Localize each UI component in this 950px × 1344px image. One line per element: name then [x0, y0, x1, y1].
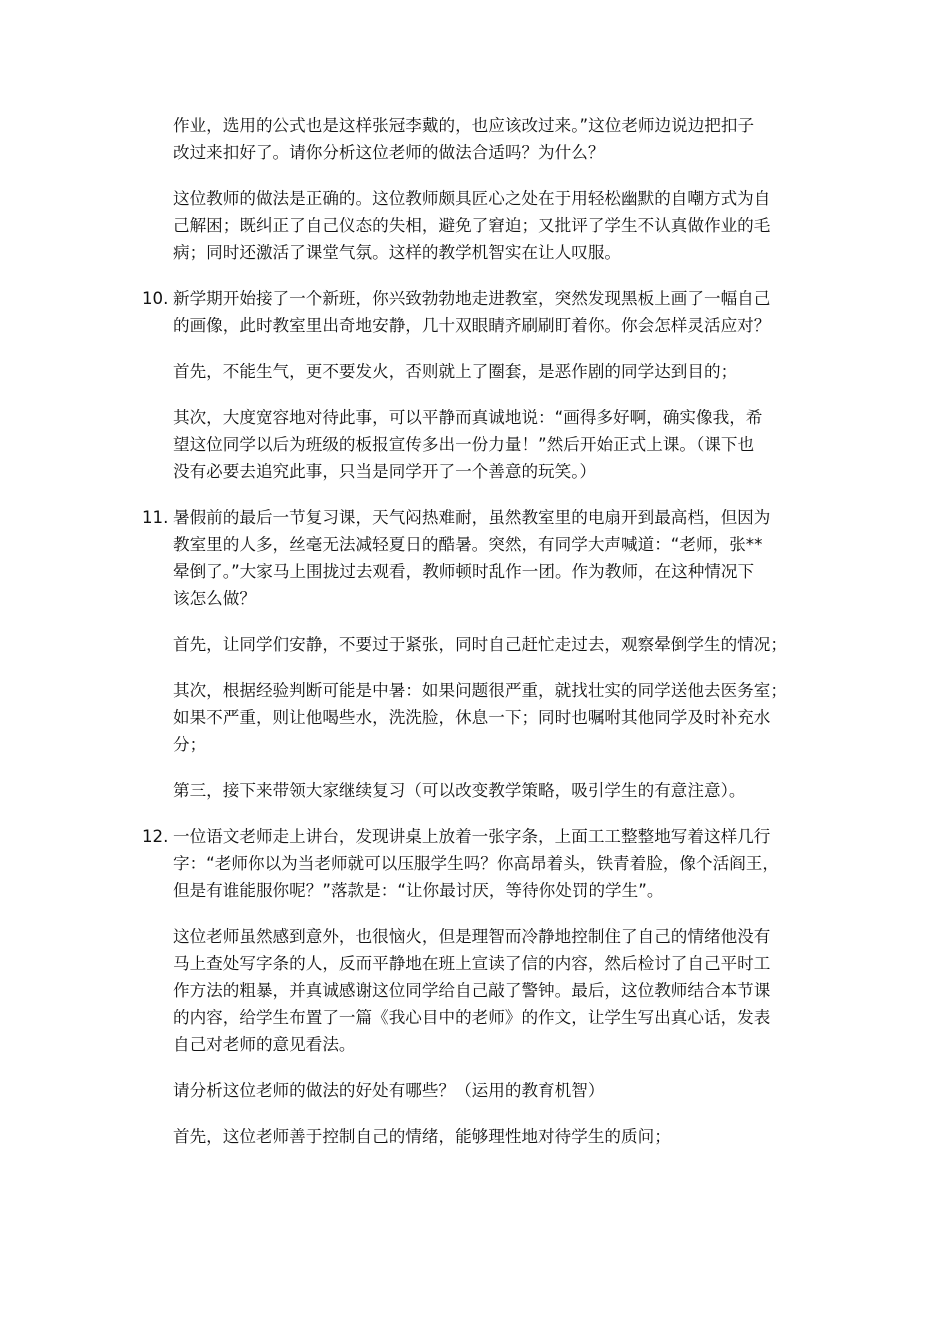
- paragraph-text: 作业，选用的公式也是这样张冠李戴的，也应该改过来。”这位老师边说边把扣子 改过来扣好了。请你分析这位老师的做法合适吗？为什么？: [173, 116, 755, 162]
- paragraph-text: 首先，不能生气，更不要发火，否则就上了圈套，是恶作剧的同学达到目的；: [173, 362, 738, 381]
- answer-paragraph: [173, 404, 823, 485]
- answer-paragraph: [173, 631, 823, 658]
- question-number: 11.: [142, 508, 169, 527]
- paragraph-text: 首先，这位老师善于控制自己的情绪，能够理性地对待学生的质问；: [173, 1127, 671, 1146]
- question-number: 10.: [142, 289, 169, 308]
- question-10: [142, 285, 823, 339]
- question-11: [142, 504, 823, 612]
- answer-paragraph: [173, 185, 823, 266]
- paragraph-text: 请分析这位老师的做法的好处有哪些？（运用的教育机智）: [173, 1081, 605, 1100]
- question-text: 新学期开始接了一个新班，你兴致勃勃地走进教室，突然发现黑板上画了一幅自己 的画像，此时教室里出奇地安静，几十双眼睛齐刷刷盯着你。你会怎样灵活应对？: [173, 289, 771, 335]
- answer-paragraph: [173, 677, 823, 758]
- paragraph-text: 这位教师的做法是正确的。这位教师颇具匠心之处在于用轻松幽默的自嘲方式为自 己解困；既纠正了自己仪态的失相，避免了窘迫；又批评了学生不认真做作业的毛 病；同时还激活了课堂气氛。这样的教学机智实在让人叹服。: [173, 189, 771, 262]
- answer-paragraph: [173, 923, 823, 1058]
- paragraph-text: 第三，接下来带领大家继续复习（可以改变教学策略，吸引学生的有意注意）。: [173, 781, 746, 800]
- sub-question-paragraph: [173, 1077, 823, 1104]
- document-body: [142, 112, 823, 1169]
- answer-paragraph: [173, 358, 823, 385]
- paragraph-continuation: [173, 112, 823, 166]
- paragraph-text: 首先，让同学们安静，不要过于紧张，同时自己赶忙走过去，观察晕倒学生的情况；: [173, 635, 787, 654]
- paragraph-text: 其次，大度宽容地对待此事，可以平静而真诚地说：“画得多好啊，确实像我，希 望这位同学以后为班级的板报宣传多出一份力量！”然后开始正式上课。（课下也 没有必要去追究此事，只当是同学开了一个善意的玩笑。）: [173, 408, 763, 481]
- question-text: 一位语文老师走上讲台，发现讲桌上放着一张字条，上面工工整整地写着这样几行 字：“老师你以为当老师就可以压服学生吗？你高昂着头，铁青着脸，像个活阎王， 但是有谁能服你呢？”落款是：“让你最讨厌，等待你处罚的学生”。: [173, 827, 779, 900]
- question-text: 暑假前的最后一节复习课，天气闷热难耐，虽然教室里的电扇开到最高档，但因为 教室里的人多，丝毫无法减轻夏日的酷暑。突然，有同学大声喊道：“老师，张** 晕倒了。”大家马上围拢过去观看，教师顿时乱作一团。作为教师，在这种情况下 该怎么做？: [173, 508, 771, 608]
- paragraph-text: 其次，根据经验判断可能是中暑：如果问题很严重，就找壮实的同学送他去医务室； 如果不严重，则让他喝些水，洗洗脸，休息一下；同时也嘱咐其他同学及时补充水 分；: [173, 681, 787, 754]
- question-12: [142, 823, 823, 904]
- answer-paragraph: [173, 1123, 823, 1150]
- question-number: 12.: [142, 827, 169, 846]
- paragraph-text: 这位老师虽然感到意外，也很恼火，但是理智而冷静地控制住了自己的情绪他没有 马上查处写字条的人，反而平静地在班上宣读了信的内容，然后检讨了自己平时工 作方法的粗暴，并真诚感谢这位同学给自己敲了警钟。最后，这位教师结合本节课 的内容，给学生布置了一篇《我心目中的老师》的作文，让学生写出真心话，发表 自己对老师的意见看法。: [173, 927, 771, 1054]
- answer-paragraph: [173, 777, 823, 804]
